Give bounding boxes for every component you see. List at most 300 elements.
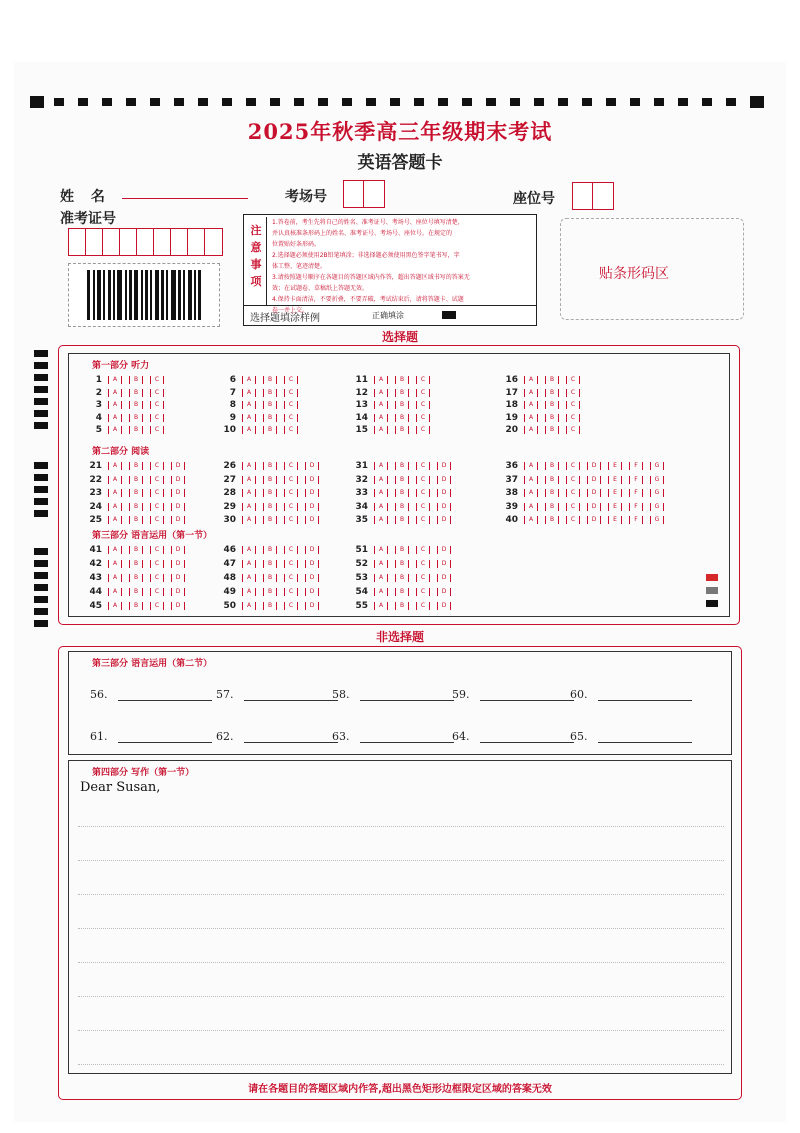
answer-bubble[interactable]: C [150,414,164,422]
answer-bubble[interactable]: B [263,426,277,434]
sample-label: 选择题填涂样例 [250,313,320,324]
question-number: 44 [89,587,102,597]
answer-bubble[interactable]: D [305,516,319,524]
question-number: 1 [95,375,102,385]
timing-mark [414,98,424,106]
answer-bubble[interactable]: C [416,376,430,384]
answer-bubble[interactable]: C [416,516,430,524]
room-label: 考场号 [285,189,327,205]
room-box-2[interactable] [363,180,385,208]
barcode-bar [103,270,105,320]
answer-bubble[interactable]: B [263,602,277,610]
answer-bubble[interactable]: A [374,489,388,497]
answer-bubble[interactable]: E [608,462,622,470]
answer-bubble[interactable]: D [305,462,319,470]
answer-bubble[interactable]: A [524,489,538,497]
blank-answer-line[interactable] [118,700,212,701]
answer-bubble[interactable]: G [650,516,664,524]
question-number: 2 [95,387,102,398]
writing-line[interactable] [78,928,724,929]
answer-bubble[interactable]: C [416,426,430,434]
question-number: 47 [223,559,236,569]
answer-bubble[interactable]: A [242,476,256,484]
answer-bubble[interactable]: D [437,602,451,610]
writing-line[interactable] [78,860,724,861]
answer-bubble[interactable]: C [150,389,164,397]
answer-bubble[interactable]: B [263,574,277,582]
answer-bubble[interactable]: A [108,476,122,484]
question-number: 16 [505,375,518,385]
answer-bubble[interactable]: A [242,574,256,582]
blank-answer-line[interactable] [360,700,454,701]
answer-bubble[interactable]: A [108,389,122,397]
blank-answer-line[interactable] [598,742,692,743]
answer-bubble[interactable]: A [374,462,388,470]
answer-bubble[interactable]: C [566,516,580,524]
answer-bubble[interactable]: B [395,414,409,422]
answer-bubble[interactable]: B [545,503,559,511]
answer-bubble[interactable]: C [416,560,430,568]
top-timing-marks [30,96,760,108]
answer-bubble[interactable]: D [171,489,185,497]
answer-bubble[interactable]: C [284,414,298,422]
answer-bubble[interactable]: C [284,588,298,596]
answer-bubble[interactable]: A [242,602,256,610]
answer-bubble[interactable]: D [305,546,319,554]
answer-bubble[interactable]: D [437,560,451,568]
answer-bubble[interactable]: C [150,602,164,610]
answer-bubble[interactable]: B [545,389,559,397]
answer-bubble[interactable]: B [129,414,143,422]
answer-bubble[interactable]: B [395,389,409,397]
answer-bubble[interactable]: A [242,389,256,397]
answer-bubble[interactable]: D [171,516,185,524]
answer-bubble[interactable]: A [374,376,388,384]
answer-bubble[interactable]: A [242,546,256,554]
answer-bubble[interactable]: F [629,462,643,470]
answer-bubble[interactable]: C [416,489,430,497]
name-input-line[interactable] [122,198,248,199]
answer-bubble[interactable]: B [129,516,143,524]
answer-bubble[interactable]: B [263,560,277,568]
question-number: 24 [89,501,102,512]
barcode-bar [113,270,115,320]
answer-bubble[interactable]: C [284,426,298,434]
barcode-sticker-zone [560,218,744,320]
answer-bubble[interactable]: B [545,516,559,524]
answer-bubble[interactable]: A [524,516,538,524]
side-timing-mark [34,362,48,369]
timing-mark [246,98,256,106]
answer-bubble[interactable]: B [263,401,277,409]
answer-bubble[interactable]: C [566,426,580,434]
answer-bubble[interactable]: B [263,588,277,596]
answer-bubble[interactable]: A [524,401,538,409]
answer-bubble[interactable]: B [395,426,409,434]
answer-bubble[interactable]: B [129,401,143,409]
notice-line: 位置贴好条形码。 [272,241,321,248]
answer-bubble[interactable]: B [263,503,277,511]
answer-bubble[interactable]: B [545,376,559,384]
answer-bubble[interactable]: B [129,489,143,497]
answer-bubble[interactable]: G [650,476,664,484]
answer-bubble[interactable]: A [374,516,388,524]
question-number: 13 [355,400,368,410]
answer-bubble[interactable]: G [650,503,664,511]
answer-bubble[interactable]: C [416,546,430,554]
answer-bubble[interactable]: E [608,489,622,497]
answer-bubble[interactable]: B [129,426,143,434]
answer-bubble[interactable]: A [108,414,122,422]
blank-number: 61. [90,730,108,743]
answer-bubble[interactable]: D [587,503,601,511]
answer-bubble[interactable]: A [374,426,388,434]
answer-bubble[interactable]: A [108,426,122,434]
notice-box [243,214,537,326]
timing-mark [510,98,520,106]
answer-bubble[interactable]: D [171,560,185,568]
question-number: 9 [229,412,236,423]
barcode-bar [188,270,192,320]
answer-bubble[interactable]: B [263,546,277,554]
answer-bubble[interactable]: B [545,414,559,422]
answer-bubble[interactable]: C [284,476,298,484]
answer-bubble[interactable]: D [305,588,319,596]
answer-bubble[interactable]: A [374,588,388,596]
answer-bubble[interactable]: C [150,516,164,524]
part3-label: 第三部分 语言运用（第一节） [92,531,213,541]
answer-bubble[interactable]: B [395,489,409,497]
seat-box-1[interactable] [572,182,594,210]
answer-bubble[interactable]: A [242,376,256,384]
answer-bubble[interactable]: C [284,462,298,470]
answer-bubble[interactable]: C [566,389,580,397]
blank-answer-line[interactable] [480,742,574,743]
answer-bubble[interactable]: C [566,503,580,511]
question-number: 41 [89,545,102,555]
card-title: 英语答题卡 [357,153,443,173]
answer-bubble[interactable]: C [284,503,298,511]
answer-bubble[interactable]: B [395,546,409,554]
answer-bubble[interactable]: A [108,588,122,596]
answer-bubble[interactable]: D [437,516,451,524]
seat-box-2[interactable] [592,182,614,210]
answer-bubble[interactable]: A [242,516,256,524]
barcode-bar [166,270,168,320]
writing-box[interactable] [68,760,732,1074]
question-number: 17 [505,387,518,398]
answer-bubble[interactable]: A [108,503,122,511]
answer-bubble[interactable]: D [305,560,319,568]
answer-bubble[interactable]: B [129,560,143,568]
answer-bubble[interactable]: C [150,462,164,470]
answer-bubble[interactable]: A [374,476,388,484]
answer-bubble[interactable]: C [150,560,164,568]
answer-bubble[interactable]: E [608,516,622,524]
blank-answer-line[interactable] [244,742,338,743]
answer-bubble[interactable]: B [129,546,143,554]
answer-bubble[interactable]: A [108,546,122,554]
timing-mark [102,98,112,106]
answer-bubble[interactable]: B [263,489,277,497]
answer-bubble[interactable]: B [263,516,277,524]
answer-bubble[interactable]: C [416,476,430,484]
question-number: 12 [355,387,368,398]
answer-bubble[interactable]: B [395,574,409,582]
answer-bubble[interactable]: C [284,489,298,497]
answer-bubble[interactable]: C [150,476,164,484]
color-swatch-red [706,574,718,581]
answer-bubble[interactable]: G [650,489,664,497]
barcode-bar [134,270,138,320]
answer-bubble[interactable]: A [242,588,256,596]
part1-label: 第一部分 听力 [92,361,150,371]
answer-bubble[interactable]: A [524,503,538,511]
answer-bubble[interactable]: D [171,574,185,582]
answer-bubble[interactable]: C [150,574,164,582]
blank-answer-line[interactable] [360,742,454,743]
answer-bubble[interactable]: A [374,602,388,610]
side-timing-mark [34,608,48,615]
answer-bubble[interactable]: B [263,376,277,384]
answer-bubble[interactable]: C [416,602,430,610]
question-number: 30 [223,515,236,525]
answer-bubble[interactable]: B [129,376,143,384]
answer-bubble[interactable]: D [171,503,185,511]
blank-answer-line[interactable] [480,700,574,701]
answer-bubble[interactable]: B [263,414,277,422]
answer-bubble[interactable]: C [150,489,164,497]
timing-mark [174,98,184,106]
answer-bubble[interactable]: D [305,489,319,497]
question-number: 6 [229,375,236,385]
answer-bubble[interactable]: C [566,414,580,422]
answer-bubble[interactable]: C [284,389,298,397]
answer-bubble[interactable]: C [284,574,298,582]
answer-bubble[interactable]: D [437,476,451,484]
writing-line[interactable] [78,826,724,827]
answer-bubble[interactable]: A [108,401,122,409]
answer-bubble[interactable]: D [437,588,451,596]
answer-bubble[interactable]: B [395,401,409,409]
answer-bubble[interactable]: D [437,574,451,582]
barcode-bar [178,270,181,320]
answer-bubble[interactable]: D [305,574,319,582]
answer-bubble[interactable]: D [305,503,319,511]
answer-bubble[interactable]: C [416,574,430,582]
answer-bubble[interactable]: A [524,376,538,384]
answer-bubble[interactable]: A [374,574,388,582]
answer-bubble[interactable]: C [284,516,298,524]
answer-bubble[interactable]: B [129,602,143,610]
answer-bubble[interactable]: C [284,546,298,554]
answer-bubble[interactable]: C [566,462,580,470]
answer-bubble[interactable]: A [242,414,256,422]
answer-bubble[interactable]: E [608,503,622,511]
answer-bubble[interactable]: C [566,489,580,497]
answer-bubble[interactable]: B [395,476,409,484]
answer-bubble[interactable]: A [524,476,538,484]
answer-bubble[interactable]: D [437,462,451,470]
answer-bubble[interactable]: A [242,560,256,568]
answer-bubble[interactable]: B [129,389,143,397]
question-number: 50 [223,601,236,611]
answer-bubble[interactable]: A [242,462,256,470]
answer-bubble[interactable]: F [629,516,643,524]
timing-mark [366,98,376,106]
notice-text [272,217,532,316]
id-digit-box[interactable] [204,228,223,256]
answer-bubble[interactable]: C [284,602,298,610]
answer-bubble[interactable]: A [524,426,538,434]
side-timing-mark [34,386,48,393]
answer-bubble[interactable]: C [416,401,430,409]
answer-bubble[interactable]: A [108,516,122,524]
blank-answer-line[interactable] [118,742,212,743]
answer-bubble[interactable]: B [129,476,143,484]
question-number: 21 [89,461,102,471]
answer-bubble[interactable]: B [395,560,409,568]
timing-mark [54,98,64,106]
answer-bubble[interactable]: A [374,414,388,422]
answer-bubble[interactable]: A [524,462,538,470]
barcode-bar [145,270,148,320]
answer-bubble[interactable]: C [150,546,164,554]
answer-bubble[interactable]: A [374,503,388,511]
answer-bubble[interactable]: D [171,462,185,470]
writing-line[interactable] [78,894,724,895]
answer-bubble[interactable]: C [150,503,164,511]
answer-bubble[interactable]: A [242,489,256,497]
answer-bubble[interactable]: E [608,476,622,484]
answer-bubble[interactable]: B [545,426,559,434]
blank-answer-line[interactable] [244,700,338,701]
answer-bubble[interactable]: C [416,503,430,511]
answer-bubble[interactable]: D [437,489,451,497]
answer-bubble[interactable]: B [129,503,143,511]
timing-mark [582,98,592,106]
blank-number: 64. [452,730,470,743]
room-box-1[interactable] [343,180,365,208]
answer-bubble[interactable]: C [284,560,298,568]
barcode-bar [155,270,159,320]
answer-bubble[interactable]: B [545,476,559,484]
answer-bubble[interactable]: D [587,476,601,484]
side-timing-mark [34,350,48,357]
timing-mark [750,96,764,108]
writing-line[interactable] [78,962,724,963]
answer-bubble[interactable]: F [629,503,643,511]
answer-bubble[interactable]: B [545,401,559,409]
question-number: 38 [505,488,518,498]
question-number: 27 [223,474,236,485]
answer-bubble[interactable]: D [171,546,185,554]
question-number: 8 [229,400,236,410]
answer-bubble[interactable]: D [587,489,601,497]
answer-bubble[interactable]: C [416,588,430,596]
writing-line[interactable] [78,1030,724,1031]
answer-bubble[interactable]: A [242,503,256,511]
answer-bubble[interactable]: C [284,401,298,409]
answer-bubble[interactable]: B [545,462,559,470]
answer-bubble[interactable]: A [108,462,122,470]
question-number: 45 [89,601,102,611]
answer-bubble[interactable]: C [416,414,430,422]
answer-bubble[interactable]: D [305,476,319,484]
answer-bubble[interactable]: B [545,489,559,497]
answer-bubble[interactable]: A [242,401,256,409]
answer-bubble[interactable]: B [395,516,409,524]
timing-mark [198,98,208,106]
answer-bubble[interactable]: B [129,462,143,470]
answer-bubble[interactable]: A [374,401,388,409]
answer-bubble[interactable]: A [374,389,388,397]
answer-bubble[interactable]: C [566,376,580,384]
answer-bubble[interactable]: A [242,426,256,434]
answer-bubble[interactable]: D [305,602,319,610]
answer-bubble[interactable]: A [108,574,122,582]
answer-bubble[interactable]: D [437,503,451,511]
answer-bubble[interactable]: B [129,574,143,582]
answer-bubble[interactable]: A [108,560,122,568]
question-number: 33 [355,488,368,498]
answer-bubble[interactable]: G [650,462,664,470]
answer-bubble[interactable]: C [150,376,164,384]
answer-bubble[interactable]: C [566,476,580,484]
answer-bubble[interactable]: C [416,389,430,397]
answer-bubble[interactable]: B [395,376,409,384]
answer-bubble[interactable]: F [629,476,643,484]
answer-bubble[interactable]: B [395,588,409,596]
notice-line: 3.请按照题号顺序在各题目的答题区域内作答，超出答题区域书写的答案无 [272,274,470,281]
answer-bubble[interactable]: D [171,588,185,596]
answer-bubble[interactable]: A [374,560,388,568]
blank-answer-line[interactable] [598,700,692,701]
answer-bubble[interactable]: A [108,489,122,497]
answer-bubble[interactable]: B [263,476,277,484]
answer-bubble[interactable]: A [524,389,538,397]
answer-bubble[interactable]: B [263,389,277,397]
nonchoice-section-title: 非选择题 [375,630,424,644]
answer-bubble[interactable]: F [629,489,643,497]
question-number: 36 [505,461,518,471]
answer-bubble[interactable]: A [374,546,388,554]
answer-bubble[interactable]: D [587,462,601,470]
side-timing-mark [34,498,48,505]
answer-bubble[interactable]: D [171,476,185,484]
answer-bubble[interactable]: C [150,426,164,434]
timing-mark [78,98,88,106]
answer-bubble[interactable]: B [395,503,409,511]
answer-bubble[interactable]: D [587,516,601,524]
answer-bubble[interactable]: C [150,588,164,596]
writing-line[interactable] [78,996,724,997]
answer-bubble[interactable]: B [395,462,409,470]
answer-bubble[interactable]: C [416,462,430,470]
answer-bubble[interactable]: A [108,602,122,610]
answer-bubble[interactable]: B [129,588,143,596]
answer-bubble[interactable]: C [284,376,298,384]
answer-bubble[interactable]: B [263,462,277,470]
answer-bubble[interactable]: A [108,376,122,384]
answer-bubble[interactable]: C [150,401,164,409]
answer-bubble[interactable]: C [566,401,580,409]
answer-bubble[interactable]: A [524,414,538,422]
writing-line[interactable] [78,1064,724,1065]
answer-bubble[interactable]: D [437,546,451,554]
answer-bubble[interactable]: D [171,602,185,610]
answer-bubble[interactable]: B [395,602,409,610]
